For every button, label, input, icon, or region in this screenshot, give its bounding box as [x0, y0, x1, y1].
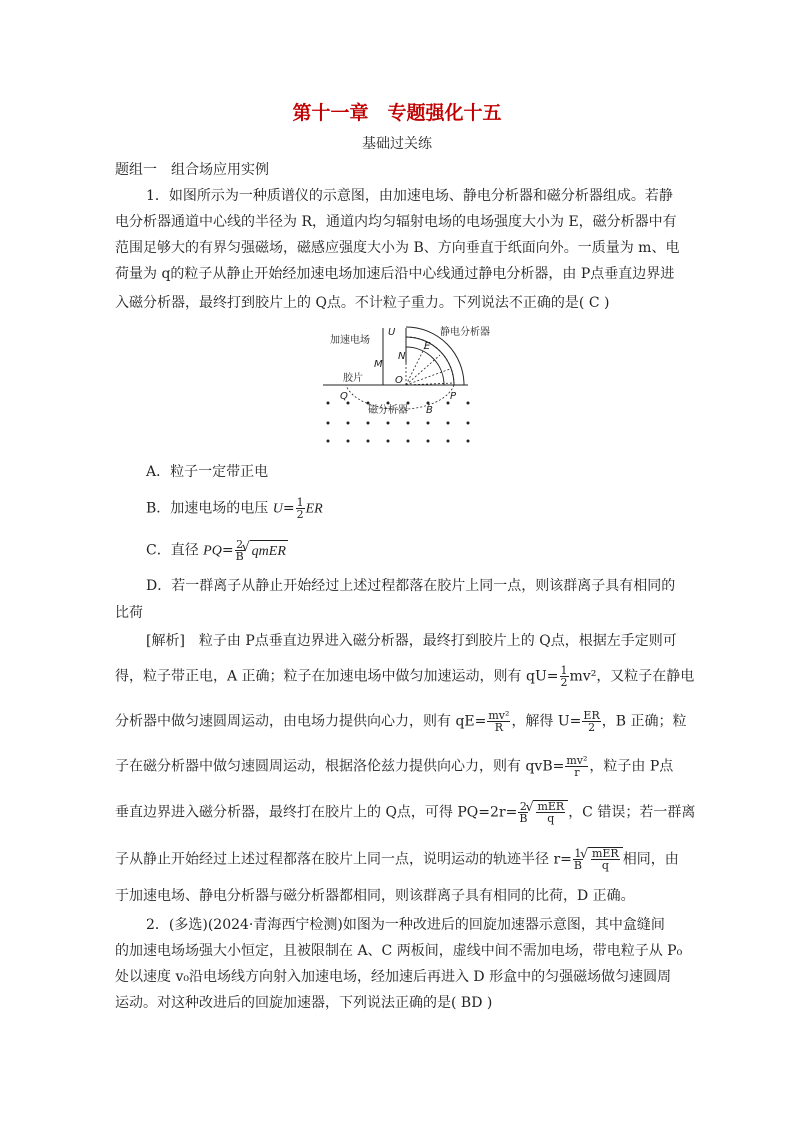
analysis-text: 子在磁分析器中做匀速圆周运动，根据洛伦兹力提供向心力，则有 qvB= — [115, 758, 565, 775]
q2-line: 处以速度 v₀沿电场线方向射入加速电场，经加速后再进入 D 形盒中的匀强磁场做匀速圆周 — [115, 969, 672, 985]
analysis-text: ，C 错误；若一群离 — [568, 804, 696, 821]
analysis-fraction — [591, 848, 620, 871]
frac-numerator: 1 — [574, 847, 582, 860]
frac-numerator: √ mER — [591, 847, 619, 860]
analysis-text: 相同，由 — [622, 851, 679, 868]
analysis-text: ，粒子由 P点 — [589, 758, 674, 775]
label-U: U — [388, 327, 396, 338]
label-N: N — [398, 351, 406, 362]
analysis-text: 分析器中做匀速圆周运动，由电场力提供向心力，则有 qE= — [115, 713, 487, 730]
analysis-text: 子从静止开始经过上述过程都落在胶片上同一点，说明运动的轨迹半径 r= — [115, 851, 572, 868]
analysis-fraction — [582, 710, 600, 733]
q1-option-c: C．直径 PQ= $\frac{2}{B}$ √ qmER — [146, 539, 726, 562]
analysis-line: 于加速电场、静电分析器与磁分析器都相同，则该群离子具有相同的比荷，D 正确。 — [115, 888, 635, 904]
frac-denominator: B — [235, 550, 244, 563]
label-Q: Q — [340, 391, 348, 402]
label-M: M — [374, 359, 383, 370]
analysis-text: 垂直边界进入磁分析器，最终打在胶片上的 Q点，可得 PQ=2r= — [115, 804, 518, 821]
label-O: O — [395, 375, 403, 386]
frac-numerator: 2 — [236, 538, 244, 551]
analysis-line — [115, 665, 695, 688]
option-b-var: U — [272, 501, 283, 517]
frac-denominator: 2 — [560, 676, 568, 689]
analysis-line — [115, 847, 695, 871]
q2-line: 的加速电场场强大小恒定，且被限制在 A、C 两板间，虚线中间不需加电场，带电粒子从 P₀ — [115, 943, 683, 959]
frac-denominator: r — [574, 766, 580, 779]
option-c-sqrt — [250, 540, 288, 562]
q1-stem-line: 入磁分析器，最终打到胶片上的 Q点。不计粒子重力。下列说法不正确的是( C ) — [115, 295, 610, 311]
label-film: 胶片 — [343, 373, 363, 384]
analysis-line — [115, 800, 695, 824]
frac-numerator: mv² — [566, 754, 588, 767]
q2-line: 运动。对这种改进后的回旋加速器，下列说法正确的是( BD ) — [115, 995, 493, 1011]
frac-numerator: 2 — [519, 800, 527, 813]
analysis-fraction — [565, 755, 588, 778]
analysis-text: ，B 正确；粒 — [601, 713, 687, 730]
q1-option-b: B．加速电场的电压 U= $\frac{1}{2}$ ER — [146, 496, 323, 521]
analysis-text: mv²，又粒子在静电 — [569, 668, 695, 685]
analysis-fraction — [560, 665, 569, 688]
q1-option-d-line: D．若一群离子从静止开始经过上述过程都落在胶片上同一点，则该群离子具有相同的 — [146, 578, 676, 594]
label-B: B — [426, 405, 433, 416]
analysis-fraction — [487, 710, 510, 733]
frac-numerator: 1 — [560, 664, 568, 677]
analysis-sqrt — [533, 800, 568, 824]
q1-option-a: A．粒子一定带正电 — [146, 464, 269, 480]
q1-stem-line: 1．如图所示为一种质谱仪的示意图，由加速电场、静电分析器和磁分析器组成。若静 — [146, 188, 673, 204]
option-b-suffix: ER — [305, 501, 323, 517]
frac-numerator: √ mER — [537, 800, 565, 813]
q2-line: 2．(多选)(2024·青海西宁检测)如图为一种改进后的回旋加速器示意图，其中盒缝间 — [146, 917, 665, 933]
q1-option-d-line: 比荷 — [115, 605, 143, 621]
q1-stem-line: 范围足够大的有界匀强磁场，磁感应强度大小为 B、方向垂直于纸面向外。一质量为 m、电 — [115, 240, 680, 256]
page-title: 第十一章 专题强化十五 — [292, 102, 502, 124]
frac-denominator: q — [601, 859, 609, 872]
label-accel-field: 加速电场 — [330, 335, 370, 346]
analysis-line — [115, 755, 695, 778]
option-c-prefix: C．直径 — [146, 542, 204, 559]
option-c-var: PQ — [203, 543, 222, 559]
group-label: 题组一 组合场应用实例 — [115, 162, 269, 178]
sqrt-content: qmER — [251, 543, 286, 559]
option-b-prefix: B．加速电场的电压 — [146, 500, 273, 517]
frac-denominator: 2 — [296, 508, 304, 521]
analysis-line — [115, 710, 695, 733]
frac-numerator: 1 — [296, 496, 304, 509]
section-subtitle: 基础过关练 — [362, 136, 432, 152]
frac-numerator: mv² — [488, 709, 510, 722]
analysis-text: 得，粒子带正电，A 正确；粒子在加速电场中做匀加速运动，则有 qU= — [115, 668, 559, 685]
frac-denominator: 2 — [588, 721, 596, 734]
analysis-fraction — [536, 801, 565, 824]
label-E: E — [424, 341, 431, 352]
label-P: P — [450, 391, 457, 402]
frac-numerator: ER — [583, 709, 600, 722]
label-electro-analyzer: 静电分析器 — [440, 327, 490, 338]
mass-spectrometer-figure — [318, 323, 508, 453]
analysis-line: [解析] 粒子由 P点垂直边界进入磁分析器，最终打到胶片上的 Q点，根据左手定则可 — [146, 633, 677, 649]
frac-denominator: B — [573, 859, 582, 872]
analysis-text: ，解得 U= — [511, 713, 582, 730]
frac-denominator: B — [519, 812, 528, 825]
analysis-sqrt — [588, 847, 623, 871]
q1-stem-line: 荷量为 q的粒子从静止开始经加速电场加速后沿中心线通过静电分析器，由 P点垂直边界进 — [115, 266, 675, 282]
frac-denominator: q — [547, 812, 555, 825]
option-b-fraction — [296, 497, 305, 520]
q1-stem-line: 电分析器通道中心线的半径为 R，通道内均匀辐射电场的电场强度大小为 E，磁分析器中有 — [115, 214, 677, 230]
frac-denominator: R — [494, 721, 504, 734]
label-mag-analyzer: 磁分析器 — [368, 405, 408, 416]
